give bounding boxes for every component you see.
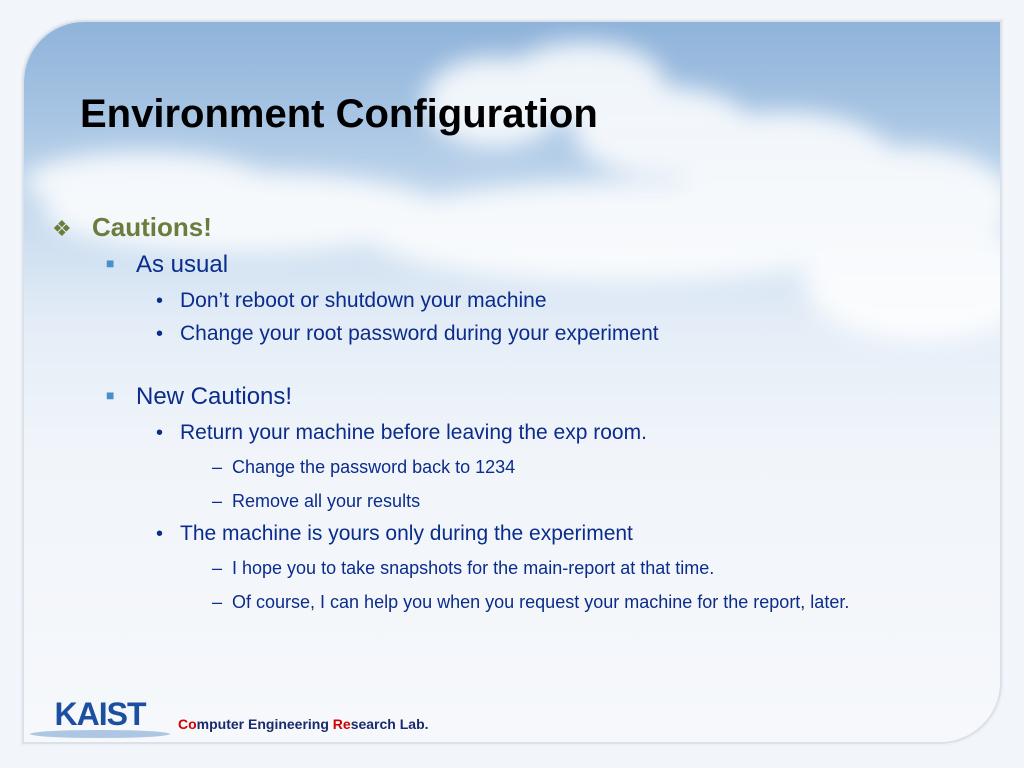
cautions-heading: Cautions! [92, 212, 212, 242]
lab-name-part: mputer Engineering [196, 716, 333, 732]
square-bullet-icon: ■ [106, 255, 115, 271]
diamond-bullet-icon: ❖ [52, 216, 72, 241]
list-item-text: Return your machine before leaving the exp room. [180, 421, 647, 444]
list-item-cautions [52, 212, 982, 243]
dash-bullet-icon: – [212, 491, 223, 511]
list-item [52, 421, 982, 445]
lab-name-part: Re [332, 716, 351, 732]
list-item [52, 522, 982, 546]
bullet-list [52, 212, 982, 623]
dot-bullet-icon: • [156, 290, 164, 312]
list-item [52, 488, 982, 514]
dot-bullet-icon: • [156, 323, 164, 345]
square-bullet-icon: ■ [106, 387, 115, 403]
new-cautions-label: New Cautions! [136, 383, 293, 410]
dot-bullet-icon: • [156, 422, 164, 444]
lab-name [178, 716, 429, 732]
lab-name-part: Co [178, 716, 197, 732]
spacer [52, 355, 982, 383]
dash-bullet-icon: – [212, 592, 223, 612]
list-item-text: Remove all your results [232, 491, 421, 511]
list-item-text: The machine is yours only during the experiment [180, 522, 633, 545]
kaist-logo-text: KAIST [54, 696, 146, 732]
dot-bullet-icon: • [156, 523, 164, 545]
list-item-text: Change the password back to 1234 [232, 457, 516, 477]
list-item-text: Of course, I can help you when you request your machine for the report, later. [232, 592, 850, 612]
list-item-text: Don’t reboot or shutdown your machine [180, 289, 547, 312]
list-item [52, 322, 982, 346]
list-item-new-cautions [52, 383, 982, 411]
list-item [52, 555, 982, 581]
dash-bullet-icon: – [212, 558, 223, 578]
lab-name-part: search Lab. [350, 716, 429, 732]
kaist-logo [28, 694, 172, 740]
as-usual-label: As usual [136, 251, 229, 278]
list-item-text: Change your root password during your experiment [180, 322, 659, 345]
list-item [52, 289, 982, 313]
list-item [52, 454, 982, 480]
list-item-as-usual [52, 251, 982, 279]
list-item [52, 589, 982, 615]
list-item-text: I hope you to take snapshots for the main-report at that time. [232, 558, 715, 578]
slide-title: Environment Configuration [80, 92, 598, 136]
dash-bullet-icon: – [212, 457, 223, 477]
